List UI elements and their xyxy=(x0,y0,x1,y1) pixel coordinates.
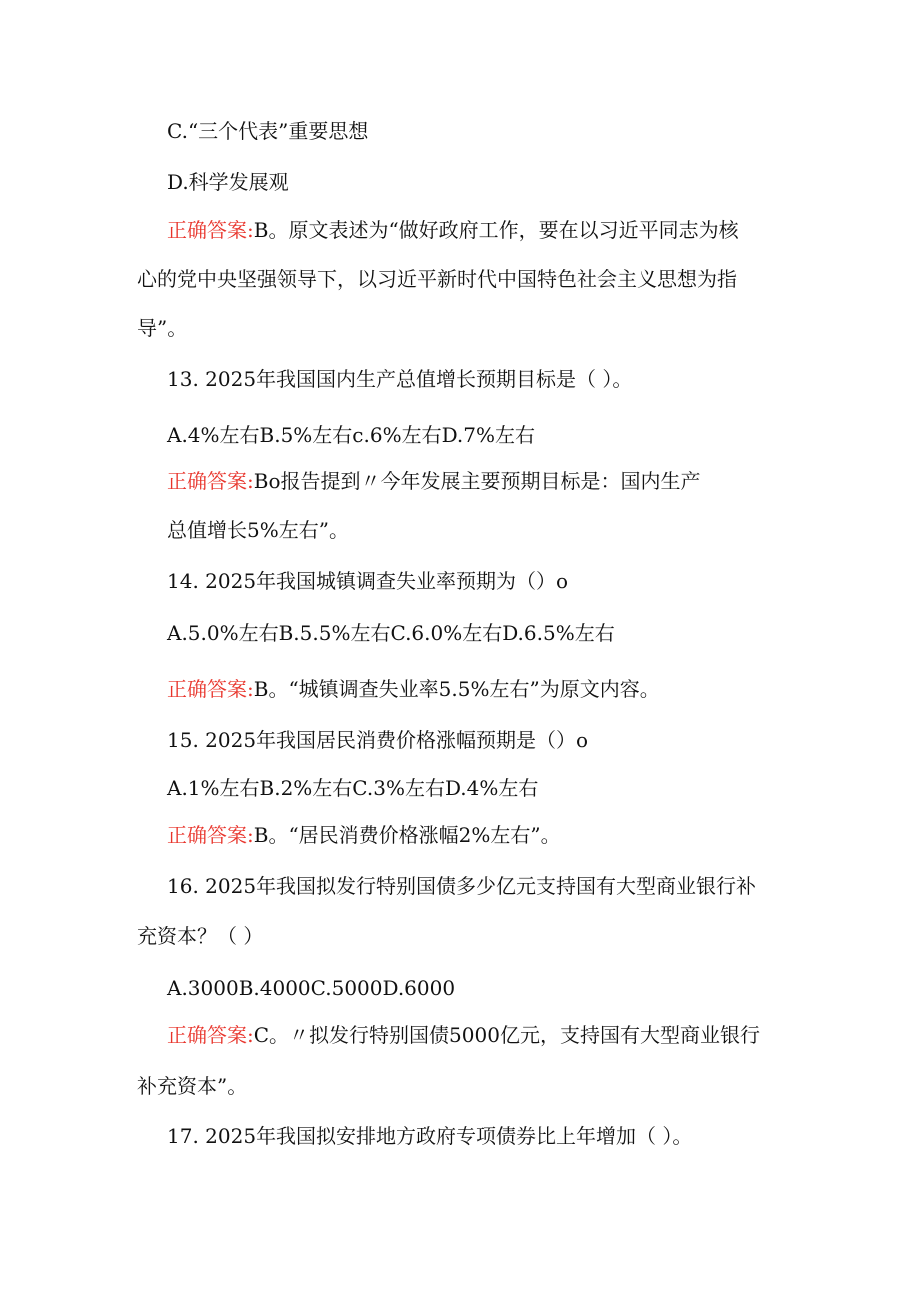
options-13: A.4%左右B.5%左右c.6%左右D.7%左右 xyxy=(167,423,536,447)
question-14: 14. 2025年我国城镇调查失业率预期为（）o xyxy=(167,569,569,593)
answer-16-line2: 补充资本”。 xyxy=(137,1074,248,1098)
question-16-line2: 充资本？（ ） xyxy=(137,924,264,948)
question-16: 16. 2025年我国拟发行特别国债多少亿元支持国有大型商业银行补 xyxy=(167,874,757,898)
options-16: A.3000B.4000C.5000D.6000 xyxy=(167,976,456,1000)
question-17: 17. 2025年我国拟安排地方政府专项债券比上年增加（ ）。 xyxy=(167,1124,693,1148)
question-13: 13. 2025年我国国内生产总值增长预期目标是（ ）。 xyxy=(167,367,633,391)
answer-text: C。〃拟发行特别国债5000亿元，支持国有大型商业银行 xyxy=(253,1023,760,1047)
answer-15 xyxy=(167,822,561,848)
answer-14 xyxy=(167,676,660,702)
answer-12 xyxy=(167,217,739,243)
answer-text: Bo报告提到〃今年发展主要预期目标是：国内生产 xyxy=(253,469,701,493)
answer-13-line2: 总值增长5%左右”。 xyxy=(167,518,349,542)
answer-12-line2: 心的党中央坚强领导下，以习近平新时代中国特色社会主义思想为指 xyxy=(137,267,737,291)
answer-label: 正确答案: xyxy=(167,823,254,847)
options-14: A.5.0%左右B.5.5%左右C.6.0%左右D.6.5%左右 xyxy=(167,621,615,645)
answer-text: B。“城镇调查失业率5.5%左右”为原文内容。 xyxy=(253,677,660,701)
question-15: 15. 2025年我国居民消费价格涨幅预期是（）o xyxy=(167,728,589,752)
answer-label: 正确答案: xyxy=(167,677,254,701)
answer-12-line3: 导”。 xyxy=(137,316,188,340)
options-15: A.1%左右B.2%左右C.3%左右D.4%左右 xyxy=(167,776,539,800)
option-d: D.科学发展观 xyxy=(167,170,289,194)
answer-text: B。原文表述为“做好政府工作，要在以习近平同志为核 xyxy=(253,218,739,242)
answer-label: 正确答案: xyxy=(167,469,254,493)
answer-16 xyxy=(167,1022,760,1048)
answer-label: 正确答案: xyxy=(167,218,254,242)
answer-text: B。“居民消费价格涨幅2%左右”。 xyxy=(253,823,561,847)
answer-13 xyxy=(167,468,701,494)
option-c: C.“三个代表”重要思想 xyxy=(167,119,369,143)
answer-label: 正确答案: xyxy=(167,1023,254,1047)
